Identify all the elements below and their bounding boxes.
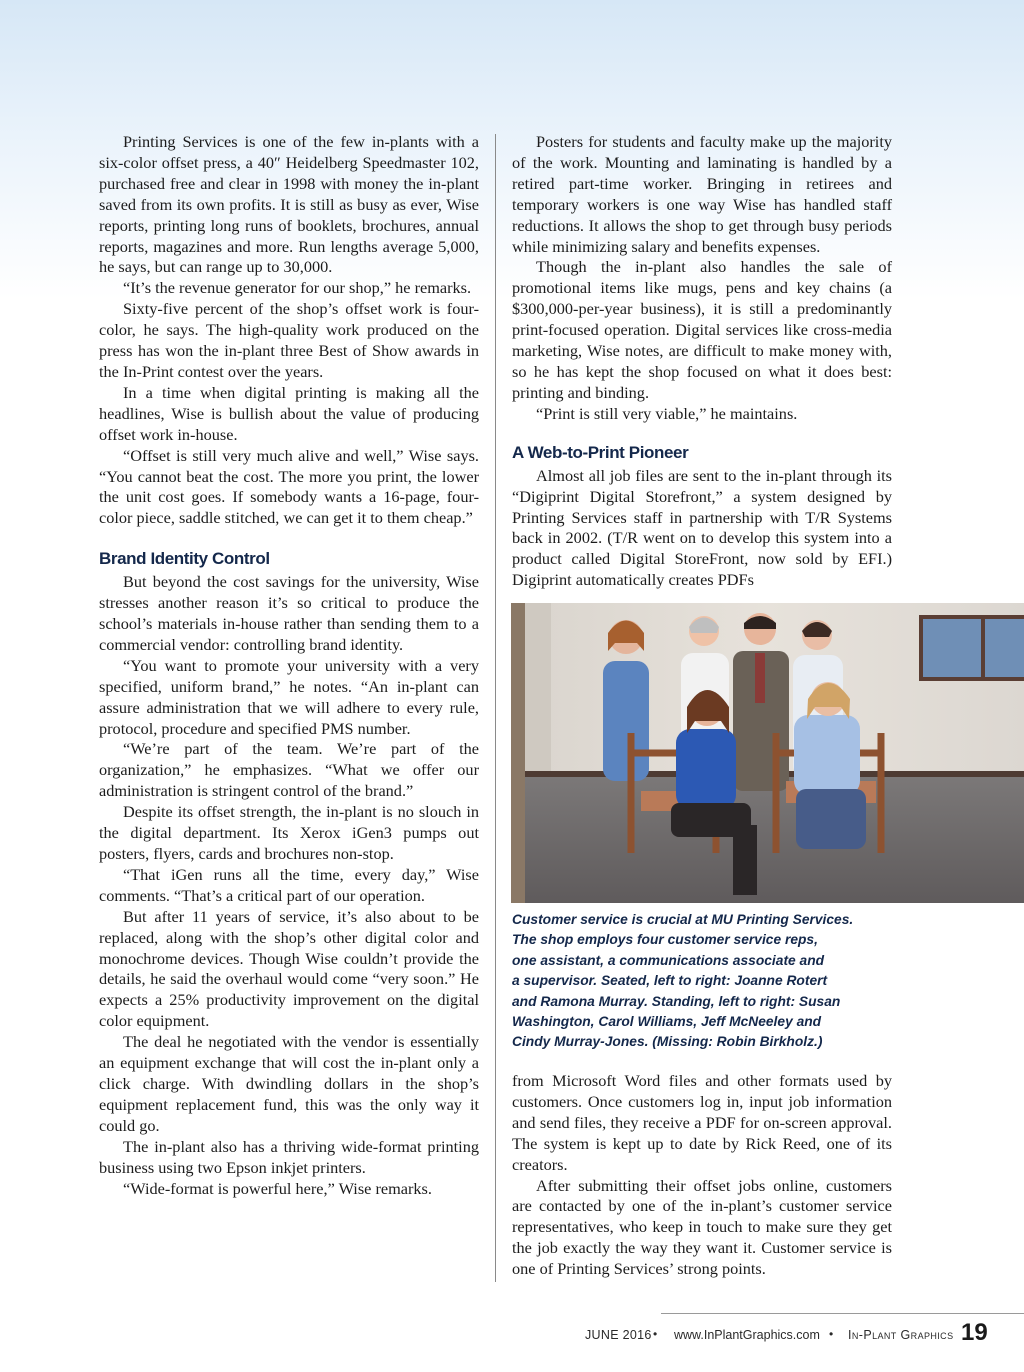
photo-caption [512,910,892,1053]
caption-line: and Ramona Murray. Standing, left to right: Susan [512,993,841,1009]
body-paragraph: “That iGen runs all the time, every day,” Wise comments. “That’s a critical part of our operation. [99,864,479,905]
caption-line: one assistant, a communications associate and [512,952,825,968]
section-subhead-web-to-print: A Web-to-Print Pioneer [512,442,689,462]
body-paragraph: Though the in-plant also handles the sale of promotional items like mugs, pens and key chains (a $300,000-per-year business), it is still a predominantly print-focused operation. Digital services like cross-media marketing, Wise notes, are difficult to make money with, so he has kept the shop focused on what it does best: printing and binding. [512,257,892,402]
footer-website-link[interactable]: www.InPlantGraphics.com [674,1328,820,1342]
body-paragraph: After submitting their offset jobs online, customers are contacted by one of the in-plant’s customer service representatives, who keep in touch to make sure they get the job exactly the way they want it. Customer service is one of Printing Services’ strong points. [512,1175,892,1279]
body-paragraph: “Print is still very viable,” he maintains. [536,403,798,423]
caption-line: The shop employs four customer service reps, [512,932,818,948]
body-paragraph: Despite its offset strength, the in-plant is no slouch in the digital department. Its Xerox iGen3 pumps out posters, flyers, cards and brochures non-stop. [99,802,479,863]
caption-line: a supervisor. Seated, left to right: Joanne Rotert [512,973,828,989]
body-paragraph: The in-plant also has a thriving wide-format printing business using two Epson inkjet printers. [99,1136,479,1177]
article-column-right-bottom [512,1071,892,1280]
footer-publication-name: In-Plant Graphics [848,1328,954,1342]
page-footer [585,1319,995,1347]
left-brand-paragraphs [99,572,479,1199]
body-paragraph: Posters for students and faculty make up the majority of the work. Mounting and laminating is handled by a retired part-time worker. Bringing in retirees and temporary workers is one way Wise has handled staff reductions. It allows the shop to get through busy periods while minimizing salary and benefits expenses. [512,132,892,256]
body-paragraph: Sixty-five percent of the shop’s offset work is four-color, he says. The high-quality work produced on the press has won the in-plant three Best of Show awards in the In-Print contest over the years. [99,299,479,381]
body-paragraph: “You want to promote your university with a very specified, uniform brand,” he notes. “An in-plant can assure administration that we will adhere to every rule, protocol, procedure and specified PMS number. [99,655,479,738]
body-paragraph: In a time when digital printing is making all the headlines, Wise is bullish about the value of producing offset work in-house. [99,382,479,444]
body-paragraph: Almost all job files are sent to the in-plant through its “Digiprint Digital Storefront,” a system designed by Printing Services staff in partnership with T/R Systems back in 2002. (T/R went on to develop this system into a product called Digital StoreFront, now sold by EFI.) Digiprint automatically creates PDFs [512,465,892,590]
article-column-right-top [512,132,892,591]
body-paragraph-continued: from Microsoft Word files and other formats used by customers. Once customers log in, input job information and send files, they receive a PDF for on-screen approval. The system is kept up to date by Rick Reed, one of its creators. [512,1071,892,1174]
caption-line: Washington, Carol Williams, Jeff McNeeley and [512,1014,822,1030]
footer-bullet-icon: • [653,1327,658,1341]
article-column-left [99,132,479,1199]
section-subhead-brand-identity: Brand Identity Control [99,549,270,569]
footer-rule [661,1313,1024,1314]
footer-bullet-icon: • [829,1327,834,1341]
body-paragraph: But beyond the cost savings for the university, Wise stresses another reason it’s so critical to produce the school’s materials in-house rather than sending them to a commercial vendor: controlling brand identity. [99,572,479,654]
staff-group-photo [511,603,1024,903]
caption-line: Customer service is crucial at MU Printing Services. [512,912,854,927]
body-paragraph: But after 11 years of service, it’s also about to be replaced, along with the shop’s other digital color and monochrome devices. Though Wise couldn’t provide the details, he said the overhaul would come “very soon.” He expects a 25% productivity improvement on the digital color equipment. [99,906,479,1031]
caption-line: Cindy Murray-Jones. (Missing: Robin Birkholz.) [512,1034,823,1050]
body-paragraph: Printing Services is one of the few in-plants with a six-color offset press, a 40″ Heidelberg Speedmaster 102, purchased free and clear in 1998 with money the in-plant saved from its own profits. It is still as busy as ever, Wise reports, printing long runs of booklets, brochures, annual reports, magazines and more. Run lengths average 5,000, he says, but can range up to 30,000. [99,132,479,277]
body-paragraph: “It’s the revenue generator for our shop,” he remarks. [123,278,472,298]
footer-issue-date: JUNE 2016 [585,1328,652,1342]
body-paragraph: The deal he negotiated with the vendor is essentially an equipment exchange that will cost the in-plant only a click charge. With dwindling dollars in the shop’s equipment replacement fund, this was the only way it could go. [99,1032,479,1135]
column-divider [495,134,496,1282]
body-paragraph: “Offset is still very much alive and well,” Wise says. “You cannot beat the cost. The more you print, the lower the unit cost goes. If somebody wants a 16-page, four-color piece, saddle stitched, we can get it to them cheap.” [99,445,479,528]
left-intro-paragraphs [99,132,479,529]
body-paragraph: “We’re part of the team. We’re part of the organization,” he emphasizes. “What we offer our administration is stringent control of the brand.” [99,739,479,801]
body-paragraph: “Wide-format is powerful here,” Wise remarks. [123,1178,432,1198]
page-number: 19 [961,1319,988,1346]
